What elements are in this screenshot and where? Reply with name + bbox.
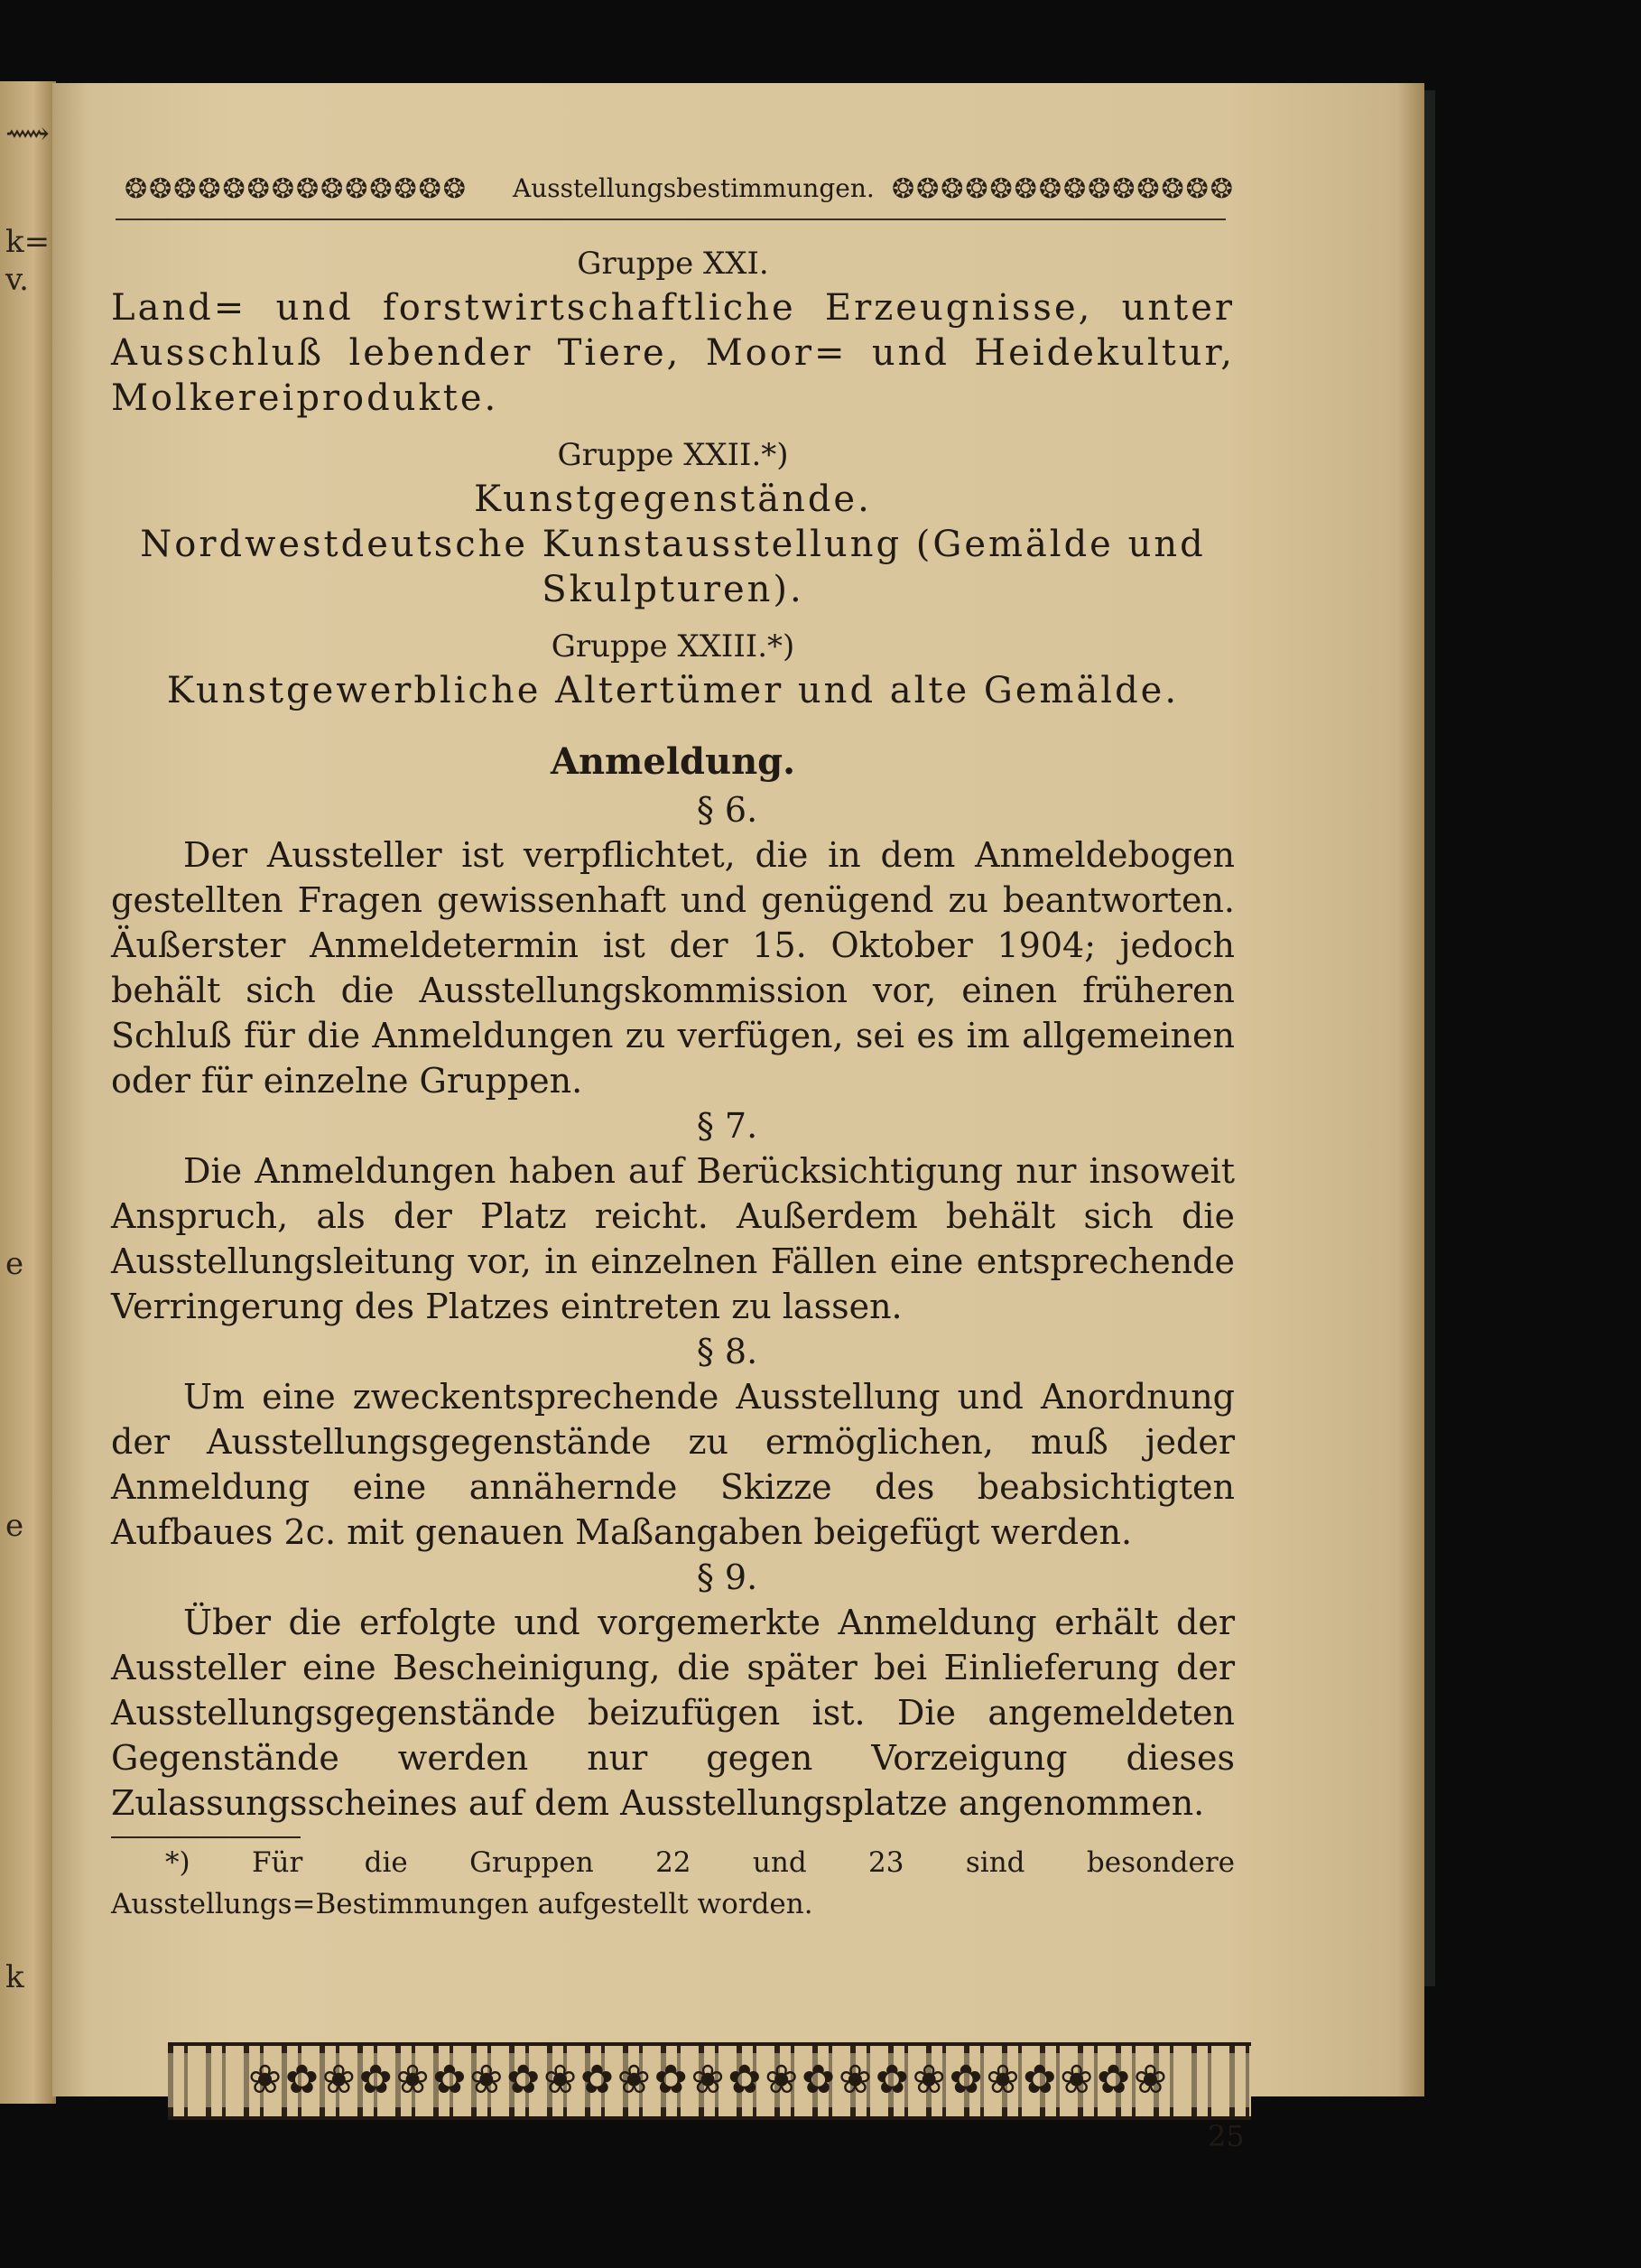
group-label: Gruppe XXIII.*) (551, 628, 795, 665)
group-title: Kunstgegenstände. (474, 479, 872, 520)
footnote: *) Für die Gruppen 22 und 23 sind besondere Ausstellungs=Bestimmungen aufgestellt worden. (111, 1846, 1235, 1920)
paragraph-number: § 6. (696, 790, 758, 830)
running-head: Ausstellungsbestimmungen. (513, 173, 875, 203)
prev-page-fragment: e (5, 1508, 24, 1544)
prev-page-fragment: v. (5, 262, 29, 298)
page-header (116, 164, 1235, 220)
prev-page-fragment: e (5, 1246, 24, 1282)
group-label: Gruppe XXI. (577, 246, 769, 282)
header-ornament-right: ❂❂❂❂❂❂❂❂❂❂❂❂❂❂ (892, 173, 1235, 200)
ornamental-border (168, 2042, 1251, 2120)
paragraph-text: Über die erfolgte und vorgemerkte Anmeldung erhält der Aussteller eine Bescheinigung, die später bei Einlieferung der Ausstellungsgegenstände beizufügen ist. Die angemeldeten Gegenstände werden nur gegen Vorzeigung dieses Zulassungsscheines auf dem Ausstellungsplatze angenommen. (111, 1603, 1235, 1823)
group-title: Kunstgewerbliche Altertümer und alte Gemälde. (166, 670, 1180, 711)
paragraph-text: Um eine zweckentsprechende Ausstellung und Anordnung der Ausstellungsgegenstände zu ermöglichen, muß jeder Anmeldung eine annähernde Skizze des beabsichtigten Aufbaues 2c. mit genauen Maßangaben beigefügt werden. (111, 1377, 1235, 1552)
footnote-rule (111, 1836, 301, 1838)
paragraph-number: § 9. (696, 1557, 758, 1597)
page-number: 25 (1208, 2119, 1245, 2153)
paragraph-text: Die Anmeldungen haben auf Berücksichtigung nur insoweit Anspruch, als der Platz reicht. Außerdem behält sich die Ausstellungsleitung vor, in einzelnen Fällen eine entsprechende Verringerung des Platzes eintreten zu lassen. (111, 1151, 1235, 1326)
header-ornament-left: ❂❂❂❂❂❂❂❂❂❂❂❂❂❂ (125, 173, 468, 200)
paragraph-number: § 7. (696, 1106, 758, 1146)
prev-page-fragment: k= (5, 224, 51, 260)
group-title: Nordwestdeutsche Kunstausstellung (Gemälde und Skulpturen). (140, 524, 1206, 610)
paragraph-number: § 8. (696, 1332, 758, 1371)
ornament-glyphs: ❀✿❀✿❀✿❀✿❀✿❀✿❀✿❀✿❀✿❀✿❀✿❀✿❀ (168, 2053, 1251, 2107)
section-heading: Anmeldung. (550, 740, 796, 783)
prev-page-fragment: ⟿ (5, 116, 50, 152)
paragraph-text: Der Aussteller ist verpflichtet, die in dem Anmeldebogen gestellten Fragen gewissenhaft und genügend zu beantworten. Äußerster Anmeldetermin ist der 15. Oktober 1904; jedoch behält sich die Ausstellungskommission vor, einen früheren Schluß für die Anmeldungen zu verfügen, sei es im allgemeinen oder für einzelne Gruppen. (111, 835, 1235, 1101)
previous-page-edge (0, 81, 56, 2104)
group-label: Gruppe XXII.*) (557, 437, 789, 473)
book-page (52, 83, 1424, 2153)
group-title: Land= und forstwirtschaftliche Erzeugnisse, unter Ausschluß lebender Tiere, Moor= und Heidekultur, Molkereiprodukte. (111, 287, 1235, 419)
prev-page-fragment: k (5, 1959, 24, 1995)
page-body (111, 237, 1235, 1925)
